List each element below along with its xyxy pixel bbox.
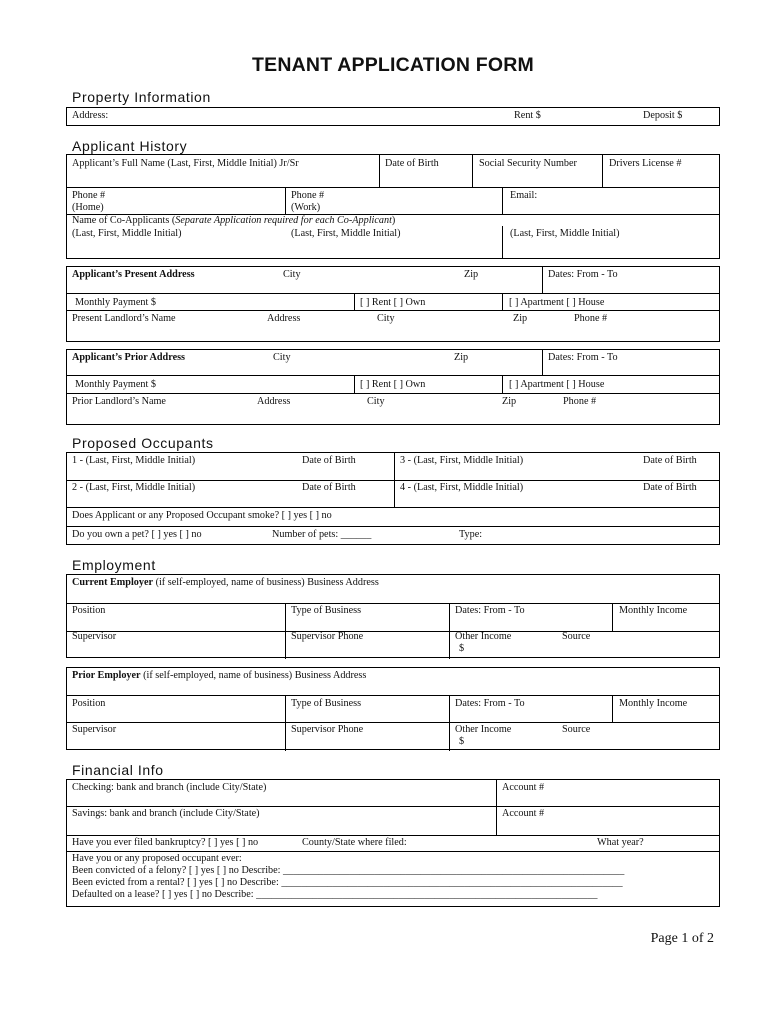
prior-apt-house-checkbox[interactable]: [ ] Apartment [ ] House	[509, 379, 605, 390]
current-monthly-income-field[interactable]: Monthly Income	[619, 605, 688, 616]
bankruptcy-year-field[interactable]: What year?	[597, 837, 644, 848]
phone-work-label[interactable]: Phone #	[291, 190, 325, 201]
prior-source-field[interactable]: Source	[562, 724, 591, 735]
savings-account-field[interactable]: Account #	[502, 808, 545, 819]
present-zip-field[interactable]: Zip	[464, 269, 479, 280]
present-dates-field[interactable]: Dates: From - To	[548, 269, 618, 280]
section-heading-property: Property Information	[72, 89, 211, 105]
prior-landlord-address[interactable]: Address	[257, 396, 291, 407]
defaulted-question[interactable]: Defaulted on a lease? [ ] yes [ ] no Describe: ___________________________________________________________________	[72, 889, 598, 900]
phone-home-sub: (Home)	[72, 202, 104, 213]
current-other-income-field[interactable]: Other Income	[455, 631, 512, 642]
occupant-1-dob[interactable]: Date of Birth	[302, 455, 356, 466]
present-apt-house-checkbox[interactable]: [ ] Apartment [ ] House	[509, 297, 605, 308]
phone-work-sub: (Work)	[291, 202, 321, 213]
checking-field[interactable]: Checking: bank and branch (include City/State)	[72, 782, 267, 793]
property-box	[66, 107, 720, 126]
prior-rent-own-checkbox[interactable]: [ ] Rent [ ] Own	[360, 379, 426, 390]
coapplicants-label: Name of Co-Applicants (Separate Application required for each Co-Applicant)	[72, 215, 396, 226]
current-other-income-dollar: $	[459, 643, 465, 654]
occupant-3-dob[interactable]: Date of Birth	[643, 455, 697, 466]
dob-field[interactable]: Date of Birth	[385, 158, 439, 169]
occupants-box	[66, 452, 720, 545]
prior-monthly-field[interactable]: Monthly Payment $	[75, 379, 156, 390]
present-landlord-address[interactable]: Address	[267, 313, 301, 324]
prior-landlord-phone[interactable]: Phone #	[563, 396, 597, 407]
occupant-2-field[interactable]: 2 - (Last, First, Middle Initial)	[72, 482, 196, 493]
current-source-field[interactable]: Source	[562, 631, 591, 642]
address-field[interactable]: Address:	[72, 110, 109, 121]
prior-type-business-field[interactable]: Type of Business	[291, 698, 362, 709]
present-landlord-field[interactable]: Present Landlord’s Name	[72, 313, 176, 324]
bankruptcy-county-field[interactable]: County/State where filed:	[302, 837, 407, 848]
pet-question[interactable]: Do you own a pet? [ ] yes [ ] no	[72, 529, 202, 540]
occupant-4-field[interactable]: 4 - (Last, First, Middle Initial)	[400, 482, 524, 493]
present-landlord-city[interactable]: City	[377, 313, 395, 324]
prior-position-field[interactable]: Position	[72, 698, 106, 709]
form-title: TENANT APPLICATION FORM	[252, 54, 534, 76]
present-address-box	[66, 266, 720, 342]
prior-landlord-zip[interactable]: Zip	[502, 396, 517, 407]
prior-address-label: Applicant’s Prior Address	[72, 352, 186, 363]
current-position-field[interactable]: Position	[72, 605, 106, 616]
bankruptcy-question[interactable]: Have you ever filed bankruptcy? [ ] yes [ ] no	[72, 837, 259, 848]
evicted-question[interactable]: Been evicted from a rental? [ ] yes [ ] no Describe: ___________________________________________________________________	[72, 877, 623, 888]
section-heading-financial: Financial Info	[72, 762, 164, 778]
section-heading-employment: Employment	[72, 557, 156, 573]
deposit-field[interactable]: Deposit $	[643, 110, 683, 121]
current-type-business-field[interactable]: Type of Business	[291, 605, 362, 616]
prior-landlord-city[interactable]: City	[367, 396, 385, 407]
present-landlord-zip[interactable]: Zip	[513, 313, 528, 324]
prior-dates-field[interactable]: Dates: From - To	[548, 352, 618, 363]
ssn-field[interactable]: Social Security Number	[479, 158, 577, 169]
occupant-4-dob[interactable]: Date of Birth	[643, 482, 697, 493]
prior-supervisor-field[interactable]: Supervisor	[72, 724, 117, 735]
current-employer-box	[66, 574, 720, 658]
current-supervisor-field[interactable]: Supervisor	[72, 631, 117, 642]
felony-question[interactable]: Been convicted of a felony? [ ] yes [ ] no Describe: ___________________________________________________________________	[72, 865, 625, 876]
section-heading-history: Applicant History	[72, 138, 188, 154]
prior-employer-field[interactable]: Prior Employer (if self-employed, name of business) Business Address	[72, 670, 367, 681]
current-dates-field[interactable]: Dates: From - To	[455, 605, 525, 616]
current-employer-field[interactable]: Current Employer (if self-employed, name of business) Business Address	[72, 577, 379, 588]
financial-box	[66, 779, 720, 907]
coapplicant-3-field[interactable]: (Last, First, Middle Initial)	[510, 228, 620, 239]
phone-home-label[interactable]: Phone #	[72, 190, 106, 201]
checking-account-field[interactable]: Account #	[502, 782, 545, 793]
present-landlord-phone[interactable]: Phone #	[574, 313, 608, 324]
prior-employer-box	[66, 667, 720, 750]
license-field[interactable]: Drivers License #	[609, 158, 682, 169]
present-rent-own-checkbox[interactable]: [ ] Rent [ ] Own	[360, 297, 426, 308]
prior-address-box	[66, 349, 720, 425]
coapplicant-2-field[interactable]: (Last, First, Middle Initial)	[291, 228, 401, 239]
email-field[interactable]: Email:	[510, 190, 538, 201]
occupant-1-field[interactable]: 1 - (Last, First, Middle Initial)	[72, 455, 196, 466]
full-name-field[interactable]: Applicant’s Full Name (Last, First, Middle Initial) Jr/Sr	[72, 158, 299, 169]
coapplicant-1-field[interactable]: (Last, First, Middle Initial)	[72, 228, 182, 239]
section-heading-occupants: Proposed Occupants	[72, 435, 214, 451]
rent-field[interactable]: Rent $	[514, 110, 541, 121]
page-number: Page 1 of 2	[650, 931, 714, 946]
current-supervisor-phone-field[interactable]: Supervisor Phone	[291, 631, 364, 642]
occupant-2-dob[interactable]: Date of Birth	[302, 482, 356, 493]
prior-zip-field[interactable]: Zip	[454, 352, 469, 363]
history-box	[66, 154, 720, 259]
prior-other-income-field[interactable]: Other Income	[455, 724, 512, 735]
savings-field[interactable]: Savings: bank and branch (include City/State)	[72, 808, 260, 819]
pets-number-field[interactable]: Number of pets: ______	[272, 529, 372, 540]
prior-monthly-income-field[interactable]: Monthly Income	[619, 698, 688, 709]
prior-other-income-dollar: $	[459, 736, 465, 747]
smoke-question[interactable]: Does Applicant or any Proposed Occupant smoke? [ ] yes [ ] no	[72, 510, 332, 521]
prior-city-field[interactable]: City	[273, 352, 291, 363]
prior-supervisor-phone-field[interactable]: Supervisor Phone	[291, 724, 364, 735]
pet-type-field[interactable]: Type:	[459, 529, 483, 540]
prior-dates-field[interactable]: Dates: From - To	[455, 698, 525, 709]
prior-landlord-field[interactable]: Prior Landlord’s Name	[72, 396, 166, 407]
present-address-label: Applicant’s Present Address	[72, 269, 195, 280]
present-city-field[interactable]: City	[283, 269, 301, 280]
ever-label: Have you or any proposed occupant ever:	[72, 853, 242, 864]
present-monthly-field[interactable]: Monthly Payment $	[75, 297, 156, 308]
occupant-3-field[interactable]: 3 - (Last, First, Middle Initial)	[400, 455, 524, 466]
